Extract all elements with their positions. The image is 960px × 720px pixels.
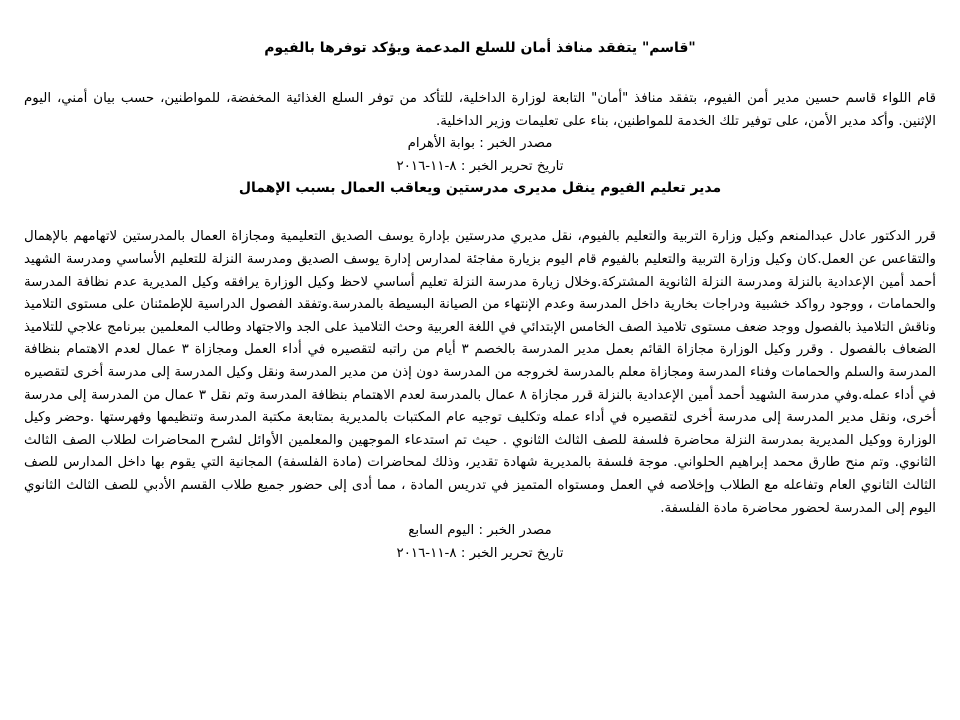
article-2-source: مصدر الخبر : اليوم السابع	[408, 523, 552, 539]
spacer	[24, 58, 936, 88]
article-1-title: "قاسم" يتفقد منافذ أمان للسلع المدعمة ويؤكد توفرها بالفيوم	[264, 40, 696, 56]
article-1-body: قام اللواء قاسم حسين مدير أمن الفيوم، بتفقد منافذ "أمان" التابعة لوزارة الداخلية، للتأكد من توفر السلع الغذائية المخفضة، للمواطنين، حسب بيان أمني، اليوم الإثنين. وأكد مدير الأمن، على توفير تلك الخدمة للمواطنين، بناء على تعليمات وزير الداخلية.	[24, 91, 936, 129]
article-1-date: تاريخ تحرير الخبر : ٨-١١-٢٠١٦	[396, 158, 564, 174]
article-2-date: تاريخ تحرير الخبر : ٨-١١-٢٠١٦	[396, 545, 564, 561]
spacer	[24, 198, 936, 226]
article-1-source: مصدر الخبر : بوابة الأهرام	[407, 136, 553, 152]
article-2-body: قرر الدكتور عادل عبدالمنعم وكيل وزارة التربية والتعليم بالفيوم، نقل مديري مدرستين بإدارة يوسف الصديق التعليمية ومجازاة العمال بالمدرستين لاتهامهم بالإهمال والتقاعس عن العمل.كان وكيل وزارة التربية والتعليم بالفيوم قام اليوم بزيارة مفاجئة لمدارس إدارة يوسف الصديق ومدرسة النزلة للتعليم الأساسي ومدرسة الشهيد أحمد أمين الإعدادية بالنزلة ومدرسة النزلة الثانوية المشتركة.وخلال زيارة مدرسة النزلة تعليم أساسي لاحظ وكيل الوزارة يرافقه وكيل المديرية عدم نظافة المدرسة والحمامات ، ووجود رواكد خشبية ودراجات بخارية داخل المدرسة وعدم الإنتهاء من الصيانة البسيطة بالمدرسة.وتفقد الفصول الدراسية للإطمئنان على مستوى التلاميذ وناقش التلاميذ بالفصول ووجد ضعف مستوى تلاميذ الصف الخامس الإبتدائي في اللغة العربية وحث التلاميذ على الجد والاجتهاد وطالب المعلمين ببرنامج علاجي للتلاميذ الضعاف بالفصول . وقرر وكيل الوزارة مجازاة القائم بعمل مدير المدرسة بالخصم ٣ أيام من راتبه لتقصيره في أداء العمل ومجازاة ٣ عمال لعدم الاهتمام بنظافة المدرسة والسلم والحمامات وفناء المدرسة ومجازاة معلم بالمدرسة لخروجه من المدرسة دون إذن من مدير المدرسة ونقل وكيل المدرسة إلى مدرسة أخرى لتقصيره في أداء عمله.وفي مدرسة الشهيد أحمد أمين الإعدادية بالنزلة قرر مجازاة ٨ عمال بالمدرسة لعدم الاهتمام بنظافة المدرسة وتم نقل ٣ عمال من المدرسة إلى مدرسة أخرى، ونقل مدير المدرسة إلى مدرسة أخرى لتقصيره في أداء عمله وتكليف توجيه عام المكتبات بالمديرية بمتابعة مكتبة المدرسة وتنظيمها وفهرستها .وحضر وكيل الوزارة ووكيل المديرية بمدرسة النزلة محاضرة فلسفة للصف الثالث الثانوي . حيث تم استدعاء الموجهين والمعلمين الأوائل لشرح المحاضرات لطلاب الصف الثالث الثانوي. وتم منح طارق محمد إبراهيم الحلواني. موجة فلسفة بالمديرية شهادة تقدير، وذلك لمحاضرات (مادة الفلسفة) المجانية التي يقوم بها داخل المدارس للصف الثالث الثانوي العام وتفاعله مع الطلاب وإخلاصه في العمل ومستواه المتميز في تدريس المادة ، مما أدى إلى حضور جميع طلاب القسم الأدبي للصف الثالث الثانوي اليوم إلى المدرسة لحضور محاضرة مادة الفلسفة.	[24, 229, 936, 516]
article-2-title: مدير تعليم الفيوم ينقل مديرى مدرستين ويعاقب العمال بسبب الإهمال	[238, 180, 722, 197]
